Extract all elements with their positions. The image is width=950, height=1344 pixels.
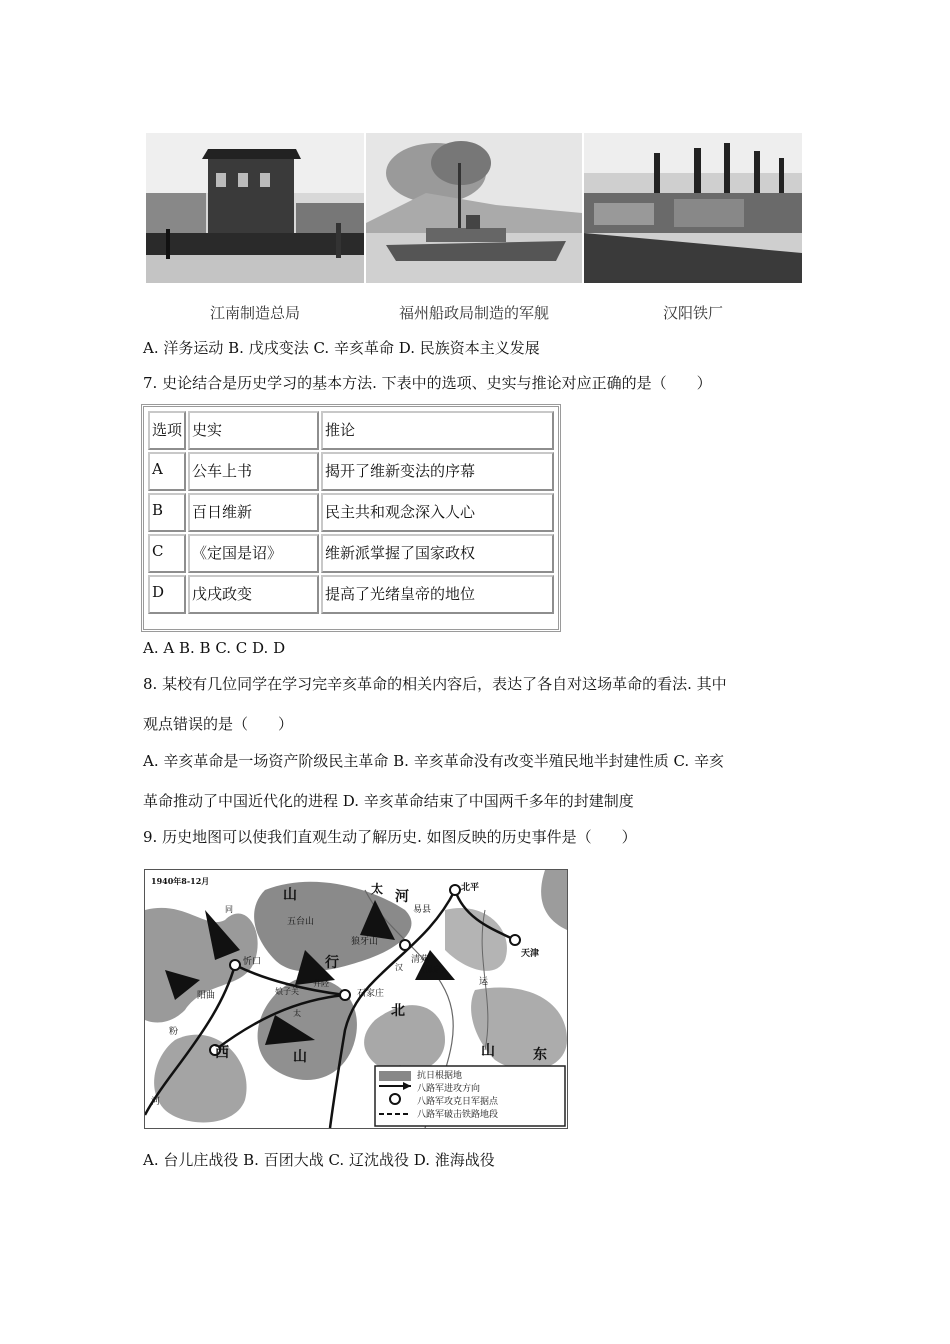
map-label: 山 [283, 887, 297, 903]
table-header-cell: 选项 [148, 411, 186, 450]
q6-options: A. 洋务运动 B. 戊戌变法 C. 辛亥革命 D. 民族资本主义发展 [143, 339, 540, 357]
photo-hanyang-iron-works [584, 133, 802, 283]
caption-jiangnan: 江南制造总局 [209, 304, 300, 322]
table-cell: C [148, 534, 186, 573]
map-label: 五台山 [287, 917, 315, 927]
table-row [148, 534, 554, 573]
q8-options-line2: 革命推动了中国近代化的进程 D. 辛亥革命结束了中国两千多年的封建制度 [143, 792, 634, 810]
table-header-cell: 推论 [321, 411, 554, 450]
table-row [148, 493, 554, 532]
q7-stem: 7. 史论结合是历史学习的基本方法. 下表中的选项、史实与推论对应正确的是（ ） [143, 374, 712, 392]
map-label: 粉 [169, 1027, 179, 1037]
q9-options: A. 台儿庄战役 B. 百团大战 C. 辽沈战役 D. 淮海战役 [143, 1151, 495, 1169]
q9-stem: 9. 历史地图可以使我们直观生动了解历史. 如图反映的历史事件是（ ） [143, 828, 637, 846]
q7-table [141, 404, 561, 632]
map-label: 娘子关 [275, 987, 299, 996]
legend-attack-direction: 八路军进攻方向 [417, 1084, 481, 1094]
q8-options-line1: A. 辛亥革命是一场资产阶级民主革命 B. 辛亥革命没有改变半殖民地半封建性质 C. 辛亥 [143, 752, 724, 770]
q9-historical-map [144, 869, 568, 1129]
map-label: 《保定》 [417, 965, 449, 974]
legend-base-area: 抗日根据地 [417, 1071, 463, 1081]
map-label: 运 [479, 977, 489, 987]
caption-hanyang: 汉阳铁厂 [662, 304, 723, 322]
map-label: 东 [533, 1047, 547, 1063]
map-label: 北 [391, 1003, 405, 1019]
map-label: 天津 [521, 949, 540, 959]
table-header-cell: 史实 [188, 411, 319, 450]
map-label: 井陉 [313, 979, 329, 988]
table-cell: 民主共和观念深入人心 [321, 493, 554, 532]
map-date-label: 1940年8-12月 [151, 876, 210, 886]
caption-fuzhou: 福州船政局制造的军舰 [398, 304, 549, 322]
map-label: 山 [293, 1049, 307, 1065]
map-label: 河 [395, 889, 409, 905]
map-label: 山 [481, 1043, 495, 1059]
map-label: 太 [371, 882, 384, 896]
q7-options: A. A B. B C. C D. D [143, 639, 286, 657]
table-cell: B [148, 493, 186, 532]
map-label: 北平 [461, 883, 480, 893]
table-cell: 百日维新 [188, 493, 319, 532]
table-cell: D [148, 575, 186, 614]
photo-jiangnan-arsenal [146, 133, 364, 283]
map-label: 行 [325, 955, 339, 971]
table-cell: 提高了光绪皇帝的地位 [321, 575, 554, 614]
table-cell: 公车上书 [188, 452, 319, 491]
photo-fuzhou-warship [366, 133, 582, 283]
legend-railway-sabotage: 八路军破击铁路地段 [417, 1110, 499, 1120]
map-label: 忻口 [243, 957, 262, 967]
table-header-row [148, 411, 554, 450]
table-cell: 戊戌政变 [188, 575, 319, 614]
map-label: 河 [151, 1097, 161, 1107]
map-label: 同 [225, 905, 233, 914]
q8-stem-line1: 8. 某校有几位同学在学习完辛亥革命的相关内容后，表达了各自对这场革命的看法. 其中 [143, 675, 727, 693]
map-label: 狼牙山 [351, 937, 379, 947]
table-cell: A [148, 452, 186, 491]
legend-captured-stronghold: 八路军攻克日军据点 [417, 1097, 499, 1107]
map-label: 清苑 [411, 955, 430, 965]
table-cell: 揭开了维新变法的序幕 [321, 452, 554, 491]
map-label: 阳曲 [197, 991, 216, 1001]
table-cell: 《定国是诏》 [188, 534, 319, 573]
map-label: 易县 [413, 905, 432, 915]
map-label: 汉 [395, 963, 403, 972]
table-row [148, 575, 554, 614]
table-cell: 维新派掌握了国家政权 [321, 534, 554, 573]
q8-stem-line2: 观点错误的是（ ） [143, 715, 294, 733]
map-label: 石家庄 [357, 989, 385, 999]
map-label: 太 [293, 1009, 301, 1018]
table-row [148, 452, 554, 491]
map-label: 西 [215, 1045, 229, 1061]
